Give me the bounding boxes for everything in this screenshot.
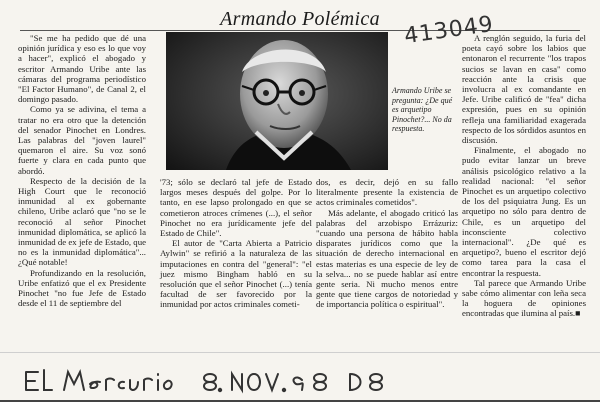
- title-rule: [20, 30, 580, 31]
- paragraph: dos, es decir, dejó en su fallo literalmente presente la existencia de actos criminales cometidos".: [316, 177, 458, 208]
- article-title: Armando Polémica: [220, 8, 380, 30]
- column-1: [18, 33, 146, 308]
- footer-rule: [0, 352, 600, 353]
- paragraph: Finalmente, el abogado no pudo evitar lanzar un breve análisis psicológico relativo a la realidad nacional: "el señor Pinochet es un arquetipo colectivo de los del psiquiatra Jung. Es un arquetipo no sólo para dentro de Chile, es un arquetipo del inconsciente colectivo internacional". ¿De qué es arquetipo?, bueno el escritor dejó como tarea para la casa el encontrar la respuesta.: [462, 145, 586, 278]
- portrait-photo: [166, 32, 388, 170]
- paragraph: Profundizando en la resolución, Uribe enfatizó que el ex Presidente Pinochet "no fue Jefe de Estado desde el 11 de septiembre del: [18, 267, 146, 309]
- portrait-image: [166, 32, 388, 170]
- paragraph: Tal parece que Armando Uribe sabe cómo alimentar con leña seca la hoguera de opiniones encontradas que ilumina al país.■: [462, 277, 586, 319]
- paragraph: Respecto de la decisión de la High Court que le reconoció inmunidad al ex gobernante chileno, Uribe aclaró que "no se le reconoció al señor Pinochet inmunidad diplomática, se aplicó la inmunidad de ex jefe de Estado, que no es la inmunidad diplomática"... ¿Qué notable!: [18, 175, 146, 268]
- archive-number: 413049: [402, 11, 496, 50]
- column-2: [160, 177, 312, 310]
- column-4: [462, 33, 586, 319]
- paragraph: Más adelante, el abogado criticó las palabras del arzobispo Errázuriz: "cuando una persona de hábito habla disparates jurídicos como que la situación de derecho internacional en estas materias es una especie de ley de la selva... no se puede hablar así entre gente seria. Ni mucho menos entre gente que tiene cargos de notoriedad y de importancia política o espiritual".: [316, 207, 458, 310]
- paragraph: "Se me ha pedido que dé una opinión jurídica y eso es lo que voy a hacer", explicó el abogado y escritor Armando Uribe ante las cámaras del programa periodístico "El Factor Humano", de Canal 2, el domingo pasado.: [18, 33, 146, 105]
- column-3: [316, 177, 458, 310]
- handwritten-source-note: [20, 360, 580, 398]
- paragraph: '73; sólo se declaró tal jefe de Estado largos meses después del golpe. Por lo tanto, en ese lapso prolongado en que se cometieron atroces crímenes (...), el señor Pinochet no era jurídicamente jefe del Estado de Chile".: [160, 177, 312, 239]
- paragraph: El autor de "Carta Abierta a Patricio Aylwin" se refirió a la naturaleza de las imputaciones en contra del "general": "el juez mismo Bingham habló en su resolución que el señor Pinochet (...) tenía facultad de ser favorecido por la inmunidad por actos criminales cometi-: [160, 238, 312, 310]
- paragraph: Como ya se adivina, el tema a tratar no era otro que la detención del senador Pinochet en Londres. Las palabras del "joven laurel" quemaron el aire. Su voz sonó fuerte y clara en cada punto que abordó.: [18, 104, 146, 176]
- paragraph: A renglón seguido, la furia del poeta cayó sobre los labios que entonaron el recurrente "los trapos sucios se lavan en casa" como reacción ante la crisis que involucra al ex comandante en Jefe. Uribe calificó de "fea" dicha expresión, pues en su opinión refleja una familiaridad exagerada respecto de los sórdidos asuntos en discusión.: [462, 33, 586, 146]
- photo-caption: Armando Uribe se pregunta: ¿De qué es arquetipo Pinochet?... No da respuesta.: [392, 86, 453, 134]
